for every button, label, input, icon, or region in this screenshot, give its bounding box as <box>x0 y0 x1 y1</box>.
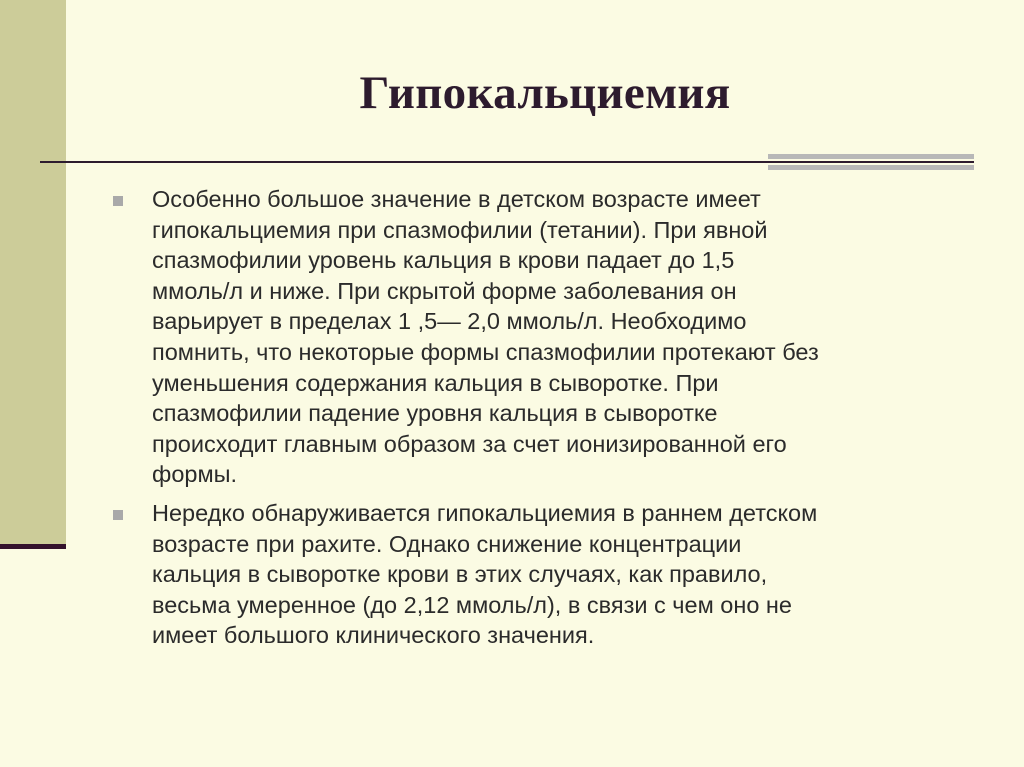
square-bullet-icon <box>113 510 123 520</box>
bullet-line: Особенно большое значение в детском возрасте имеет <box>152 186 761 212</box>
square-bullet-icon <box>113 196 123 206</box>
bullet-line: помнить, что некоторые формы спазмофилии протекают без <box>152 338 819 365</box>
accent-bar-bottom <box>768 165 974 170</box>
left-band-rule <box>0 544 66 549</box>
bullet-item <box>112 498 992 651</box>
bullet-line: весьма умеренное (до 2,12 ммоль/л), в связи с чем оно не <box>152 591 792 618</box>
bullet-line: формы. <box>152 461 238 488</box>
bullet-line: имеет большого клинического значения. <box>152 622 595 649</box>
bullet-item <box>112 184 992 490</box>
left-decorative-band <box>0 0 66 547</box>
bullet-line: Нередко обнаруживается гипокальциемия в раннем детском <box>152 499 818 526</box>
accent-bars <box>768 154 974 176</box>
bullet-line: варьирует в пределах 1 ,5— 2,0 ммоль/л. Необходимо <box>152 308 747 335</box>
bullet-line: происходит главным образом за счет ионизированной его <box>152 430 787 457</box>
slide-title: Гипокальциемия <box>359 67 731 119</box>
bullet-line: спазмофилии уровень кальция в крови падает до 1,5 <box>152 247 735 274</box>
bullet-line: спазмофилии падение уровня кальция в сыворотке <box>152 400 718 427</box>
bullet-line: возрасте при рахите. Однако снижение концентрации <box>152 530 742 557</box>
bullet-line: ммоль/л и ниже. При скрытой форме заболевания он <box>152 277 737 304</box>
bullet-line: уменьшения содержания кальция в сыворотке. При <box>152 369 719 396</box>
bullet-line: гипокальциемия при спазмофилии (тетании). При явной <box>152 216 768 243</box>
bullet-line: кальция в сыворотке крови в этих случаях, как правило, <box>152 561 768 588</box>
bullet-list <box>112 184 992 659</box>
accent-bar-top <box>768 154 974 159</box>
